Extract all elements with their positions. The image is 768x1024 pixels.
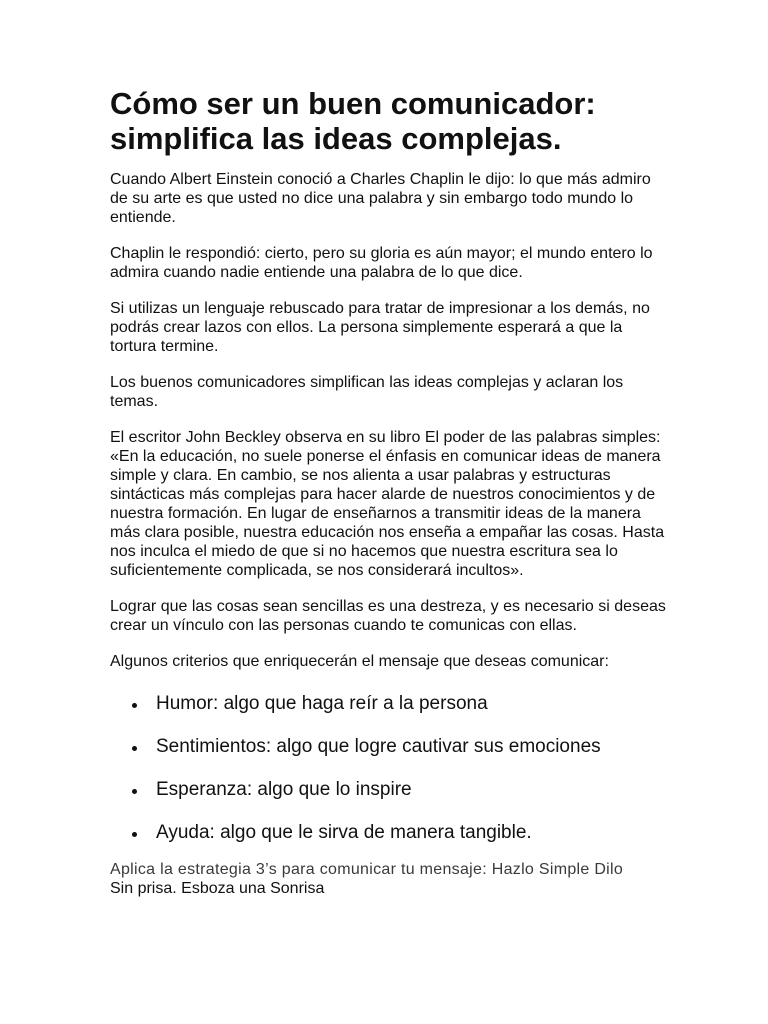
- criteria-list: [110, 693, 670, 844]
- list-item-humor: [110, 693, 670, 715]
- page-title: [110, 86, 670, 156]
- bullet-icon: [132, 832, 137, 837]
- list-item-esperanza: [110, 779, 670, 801]
- list-item-sentimientos: [110, 736, 670, 758]
- bullet-icon: [132, 703, 137, 708]
- title-line-2: simplifica las ideas complejas.: [110, 121, 562, 156]
- bullet-icon: [132, 746, 137, 751]
- paragraph-criterios: Algunos criterios que enriquecerán el mensaje que deseas comunicar:: [110, 653, 609, 670]
- paragraph-destreza: Lograr que las cosas sean sencillas es una destreza, y es necesario si deseas crear un vínculo con las personas cuando te comunicas con ellas.: [110, 598, 666, 634]
- closing-text-part-1: Aplica la estrategia 3’s para comunicar tu mensaje: Hazlo Simple Dilo: [110, 861, 624, 878]
- list-item-text: Sentimientos: algo que logre cautivar sus emociones: [156, 736, 601, 757]
- closing-text-part-2: Sin prisa. Esboza una Sonrisa: [110, 880, 325, 897]
- list-item-text: Humor: algo que haga reír a la persona: [156, 693, 488, 714]
- list-item-text: Ayuda: algo que le sirva de manera tangible.: [156, 822, 532, 843]
- list-item-ayuda: [110, 822, 670, 844]
- bullet-icon: [132, 789, 137, 794]
- paragraph-beckley: El escritor John Beckley observa en su libro El poder de las palabras simples: «En la educación, no suele ponerse el énfasis en comunicar ideas de manera simple y clara. En cambio, se nos alienta a usar palabras y estructuras sintácticas más complejas para hacer alarde de nuestros conocimientos y de nuestra formación. En lugar de enseñarnos a transmitir ideas de la manera más clara posible, nuestra educación nos enseña a empañar las cosas. Hasta nos inculca el miedo de que si no hacemos que nuestra escritura sea lo suficientemente complicada, se nos considerará incultos».: [110, 429, 665, 579]
- paragraph-einstein: Cuando Albert Einstein conoció a Charles Chaplin le dijo: lo que más admiro de su arte es que usted no dice una palabra y sin embargo todo mundo lo entiende.: [110, 171, 651, 226]
- paragraph-comunicadores: Los buenos comunicadores simplifican las ideas complejas y aclaran los temas.: [110, 374, 624, 410]
- paragraph-chaplin: Chaplin le respondió: cierto, pero su gloria es aún mayor; el mundo entero lo admira cuando nadie entiende una palabra de lo que dice.: [110, 245, 653, 281]
- list-item-text: Esperanza: algo que lo inspire: [156, 779, 412, 800]
- title-line-1: Cómo ser un buen comunicador:: [110, 86, 596, 121]
- paragraph-lenguaje: Si utilizas un lenguaje rebuscado para tratar de impresionar a los demás, no podrás crear lazos con ellos. La persona simplemente esperará a que la tortura termine.: [110, 300, 650, 355]
- document-page: [110, 86, 670, 898]
- closing-paragraph: [110, 860, 670, 898]
